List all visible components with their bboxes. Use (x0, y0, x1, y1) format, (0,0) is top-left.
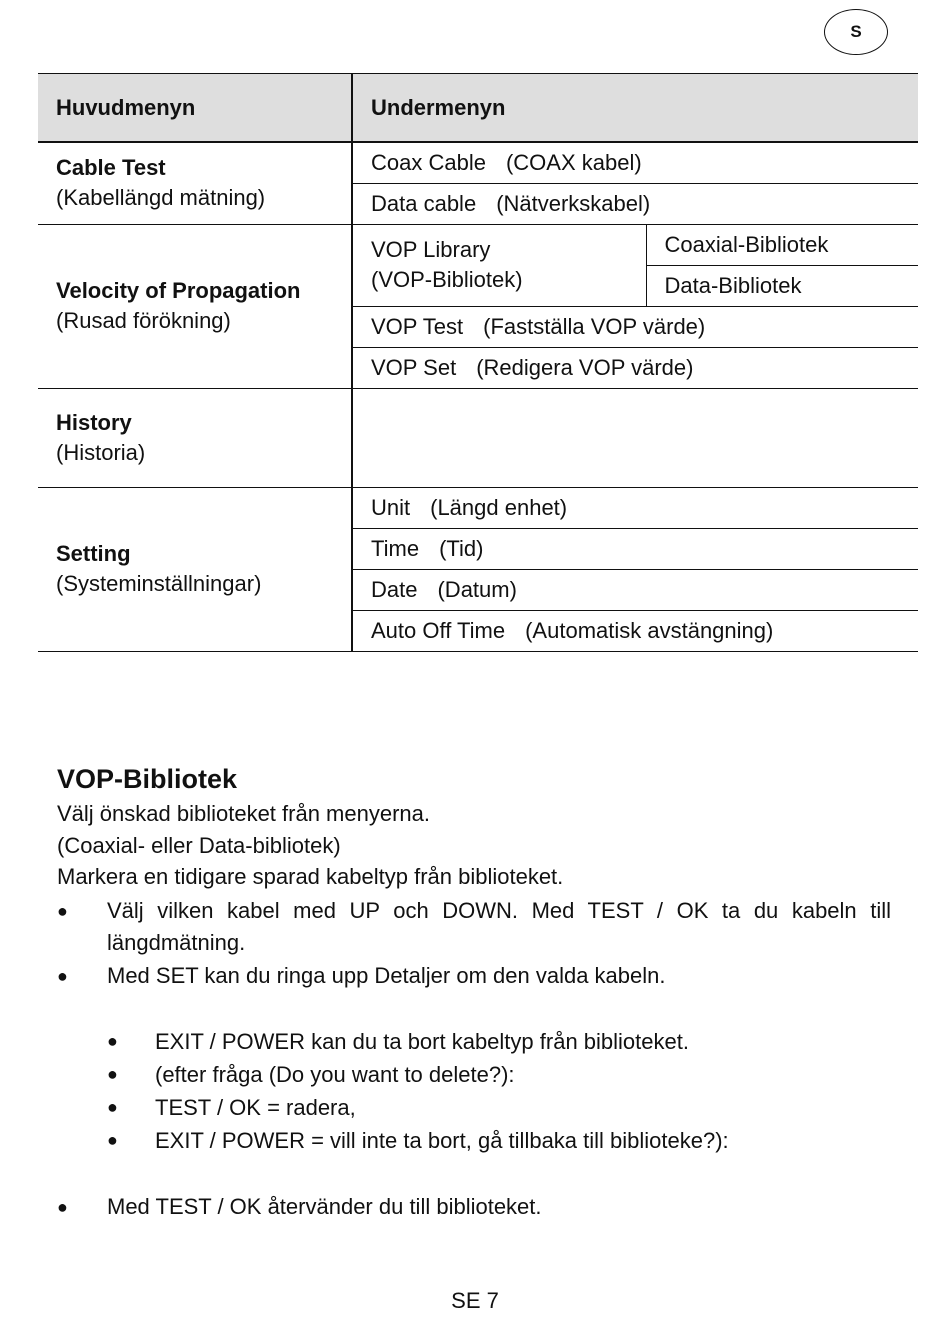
main-subtitle: (Systeminställningar) (56, 571, 262, 596)
submenu-name: VOP Set (371, 354, 457, 380)
submenu-cell (352, 306, 918, 347)
submenu-desc: (Tid) (439, 535, 484, 561)
header-sub-menu: Undermenyn (352, 74, 918, 143)
menu-structure-table (38, 73, 918, 652)
bullet-list-final (57, 1191, 891, 1223)
submenu-desc: (Fastställa VOP värde) (483, 313, 706, 339)
library-item: Coaxial-Bibliotek (646, 224, 918, 265)
list-item-text: Med TEST / OK återvänder du till biblioteket. (107, 1193, 542, 1219)
submenu-desc: (Redigera VOP värde) (476, 354, 694, 380)
submenu-desc: (Automatisk avstängning) (525, 617, 774, 643)
main-title: Setting (56, 541, 131, 566)
list-item (107, 1091, 891, 1124)
submenu-cell (352, 142, 918, 183)
list-item (107, 1058, 891, 1091)
bullet-icon: ● (107, 1096, 118, 1117)
body-line: (Coaxial- eller Data-bibliotek) (57, 832, 341, 858)
table-header-row (38, 74, 918, 143)
table-row (38, 224, 918, 265)
bullet-icon: ● (107, 1030, 118, 1051)
bullet-icon: ● (57, 1196, 68, 1217)
submenu-desc: (COAX kabel) (505, 149, 642, 175)
table-row (38, 487, 918, 528)
bullet-list (57, 895, 891, 992)
submenu-cell (352, 610, 918, 651)
list-item-text: EXIT / POWER kan du ta bort kabeltyp från biblioteket. (155, 1028, 689, 1054)
submenu-name: VOP Library (371, 237, 491, 262)
bullet-icon: ● (57, 965, 68, 986)
list-item-text: TEST / OK = radera, (155, 1094, 356, 1120)
bullet-icon: ● (57, 900, 68, 921)
submenu-cell (352, 347, 918, 388)
submenu-cell-empty (352, 388, 918, 487)
submenu-cell-vop-library (352, 224, 646, 306)
submenu-cell (352, 183, 918, 224)
main-cell-setting (38, 487, 352, 651)
main-cell-cable-test (38, 142, 352, 224)
submenu-cell (352, 487, 918, 528)
library-item: Data-Bibliotek (646, 265, 918, 306)
list-item (57, 960, 891, 992)
body-line: Markera en tidigare sparad kabeltyp från biblioteket. (57, 864, 564, 889)
main-subtitle: (Kabellängd mätning) (56, 185, 266, 211)
page-number: SE 7 (451, 1288, 499, 1313)
list-item (57, 895, 891, 959)
sub-bullet-list (57, 1025, 891, 1157)
main-subtitle: (Rusad förökning) (56, 308, 231, 333)
submenu-name: Unit (371, 494, 411, 520)
section-heading: VOP-Bibliotek (57, 764, 238, 794)
list-item-text: Med SET kan du ringa upp Detaljer om den valda kabeln. (107, 962, 666, 988)
submenu-name: Time (371, 535, 420, 561)
submenu-name: Coax Cable (371, 149, 486, 175)
list-item (107, 1124, 891, 1157)
main-title: History (56, 409, 132, 435)
main-cell-vop (38, 224, 352, 388)
submenu-cell (352, 528, 918, 569)
submenu-cell (352, 569, 918, 610)
bullet-icon: ● (107, 1063, 118, 1084)
main-title: Cable Test (56, 155, 166, 181)
main-subtitle: (Historia) (56, 439, 146, 465)
list-item (57, 1191, 891, 1223)
submenu-desc: (Längd enhet) (430, 494, 568, 520)
submenu-name: VOP Test (371, 313, 464, 339)
list-item-text: Välj vilken kabel med UP och DOWN. Med TEST / OK ta du kabeln till längdmätning. (107, 897, 891, 955)
list-item-text: EXIT / POWER = vill inte ta bort, gå tillbaka till biblioteke?): (155, 1127, 729, 1153)
submenu-name: Data cable (371, 190, 477, 216)
submenu-name: Date (371, 576, 418, 602)
main-title: Velocity of Propagation (56, 278, 301, 303)
body-line: Välj önskad biblioteket från menyerna. (57, 801, 430, 826)
submenu-name: Auto Off Time (371, 617, 506, 643)
bullet-icon: ● (107, 1129, 118, 1150)
table-row (38, 142, 918, 183)
table-row (38, 388, 918, 487)
submenu-desc: (Datum) (437, 576, 517, 602)
header-main-menu: Huvudmenyn (38, 74, 352, 143)
vop-library-section (57, 760, 891, 1224)
submenu-desc: (Nätverkskabel) (496, 190, 651, 216)
submenu-desc: (VOP-Bibliotek) (371, 267, 523, 292)
language-badge: S (824, 9, 888, 55)
main-cell-history (38, 388, 352, 487)
list-item-text: (efter fråga (Do you want to delete?): (155, 1061, 515, 1087)
list-item (107, 1025, 891, 1058)
